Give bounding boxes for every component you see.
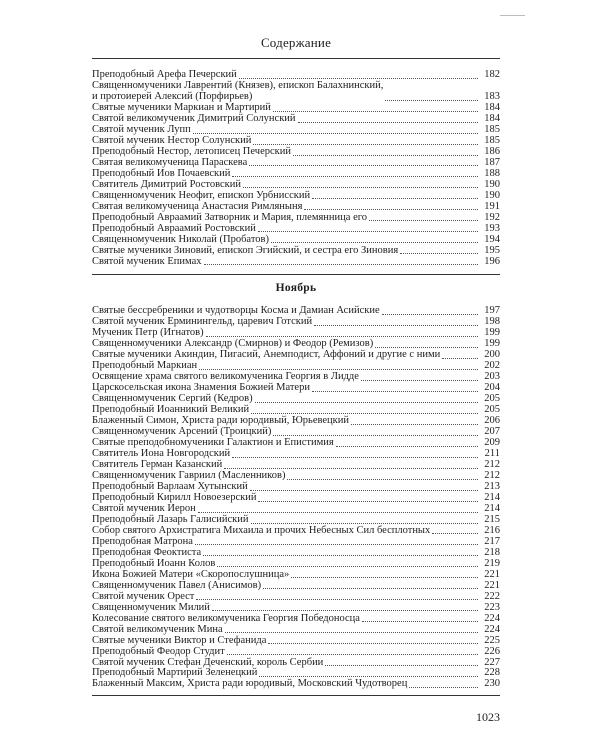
dot-leader bbox=[251, 523, 479, 524]
toc-entry[interactable] bbox=[92, 548, 500, 559]
dot-leader bbox=[336, 446, 478, 447]
dot-leader bbox=[263, 588, 478, 589]
toc-entry-title: Преподобный Иоанн Колов bbox=[92, 557, 216, 569]
page-number: 1023 bbox=[476, 710, 500, 724]
toc-entry-page: 197 bbox=[484, 305, 500, 316]
toc-entry-page: 230 bbox=[484, 678, 500, 690]
dot-leader bbox=[259, 676, 478, 677]
dot-leader bbox=[225, 632, 478, 633]
toc-entry-page: 194 bbox=[484, 233, 500, 245]
toc-entry-title: Святые бессребреники и чудотворцы Косма и Дамиан Асийские bbox=[92, 305, 380, 316]
dot-leader bbox=[253, 144, 478, 145]
dot-leader bbox=[291, 577, 478, 578]
dot-leader bbox=[249, 165, 478, 166]
dot-leader bbox=[375, 347, 478, 348]
toc-entry-page: 199 bbox=[484, 326, 500, 338]
toc-entry[interactable] bbox=[92, 581, 500, 592]
toc-entry-page: 205 bbox=[484, 403, 500, 415]
toc-entry-page: 199 bbox=[484, 337, 500, 349]
toc-entry-title: Священномученик Милий bbox=[92, 601, 210, 613]
toc-entry-title: Святой великомученик Мина bbox=[92, 623, 223, 635]
toc-entry-page: 215 bbox=[484, 513, 500, 525]
toc-entry-title: Освящение храма святого великомученика Георгия в Лидде bbox=[92, 370, 359, 382]
toc-entry[interactable] bbox=[92, 224, 500, 235]
dot-leader bbox=[273, 435, 478, 436]
dot-leader bbox=[287, 479, 478, 480]
dot-leader bbox=[224, 468, 478, 469]
toc-entry-page: 193 bbox=[484, 222, 500, 234]
toc-entry[interactable] bbox=[92, 169, 500, 180]
toc-entry-title: Собор святого Архистратига Михаила и прочих Небесных Сил бесплотных bbox=[92, 524, 431, 536]
toc-entry-page: 205 bbox=[484, 392, 500, 404]
toc-entry[interactable] bbox=[92, 647, 500, 658]
toc-entry-page: 196 bbox=[484, 255, 500, 267]
dot-leader bbox=[232, 457, 478, 458]
toc-entry[interactable] bbox=[92, 515, 500, 526]
dot-leader bbox=[351, 424, 478, 425]
toc-entry[interactable] bbox=[92, 180, 500, 191]
toc-entry-page: 224 bbox=[484, 623, 500, 635]
toc-entry-title: Мученик Петр (Игнатов) bbox=[92, 326, 204, 338]
toc-entry-title: Священномученики Александр (Смирнов) и Феодор (Ремизов) bbox=[92, 337, 374, 349]
toc-entry-title: Преподобный Кирилл Новоезерский bbox=[92, 491, 257, 503]
toc-entry[interactable] bbox=[92, 614, 500, 625]
toc-entry-title: Священномученик Павел (Анисимов) bbox=[92, 579, 262, 591]
toc-entry-title: Блаженный Симон, Христа ради юродивый, Юрьевецкий bbox=[92, 414, 349, 426]
dot-leader bbox=[206, 336, 478, 337]
toc-entry-title: Преподобный Иов Почаевский bbox=[92, 167, 231, 179]
toc-entry-page: 224 bbox=[484, 612, 500, 624]
toc-entry-page: 185 bbox=[484, 134, 500, 146]
dot-leader bbox=[217, 566, 478, 567]
toc-entry-page: 192 bbox=[484, 211, 500, 223]
toc-entry-page: 228 bbox=[484, 667, 500, 679]
dot-leader bbox=[255, 402, 478, 403]
dot-leader bbox=[385, 100, 478, 101]
toc-entry-title: Преподобный Иоанникий Великий bbox=[92, 403, 250, 415]
toc-entry-title: Священномученик Сергий (Кедров) bbox=[92, 392, 253, 404]
toc-entry-title: Святитель Димитрий Ростовский bbox=[92, 178, 241, 190]
toc-entry[interactable] bbox=[92, 504, 500, 515]
toc-entry-title: Священномученики Лаврентий (Князев), епископ Балахнинский, и протоиерей Алексий (Порфирьев) bbox=[92, 79, 384, 102]
toc-entry-title: Святые мученики Акиндин, Пигасий, Анемподист, Аффоний и другие с ними bbox=[92, 348, 441, 360]
toc-entry-title: Преподобная Матрона bbox=[92, 535, 193, 547]
dot-leader bbox=[314, 325, 478, 326]
toc-entry-title: Преподобный Арефа Печерский bbox=[92, 69, 237, 80]
month-heading: Ноябрь bbox=[275, 282, 317, 294]
toc-entry-page: 226 bbox=[484, 645, 500, 657]
toc-entry-title: Преподобный Маркиан bbox=[92, 359, 198, 371]
dot-leader bbox=[304, 209, 478, 210]
footer-rule bbox=[92, 695, 500, 696]
toc-entry-title: Святой мученик Иерон bbox=[92, 502, 196, 514]
dot-leader bbox=[273, 111, 478, 112]
dot-leader bbox=[258, 501, 478, 502]
toc-entry-page: 186 bbox=[484, 145, 500, 157]
toc-entry-title: Святые мученики Виктор и Стефанида bbox=[92, 634, 267, 646]
toc-entry-title: Царскосельская икона Знамения Божией Матери bbox=[92, 381, 310, 393]
header-title: Содержание bbox=[260, 35, 332, 50]
toc-entry-title: Святой мученик Ерминингельд, царевич Готский bbox=[92, 315, 313, 327]
toc-entry-page: 185 bbox=[484, 123, 500, 135]
toc-entry[interactable] bbox=[92, 81, 500, 103]
toc-entry-title: Святой мученик Лупп bbox=[92, 123, 191, 135]
toc-entry[interactable] bbox=[92, 449, 500, 460]
toc-entry-page: 221 bbox=[484, 579, 500, 591]
toc-entry[interactable] bbox=[92, 438, 500, 449]
dot-leader bbox=[369, 220, 478, 221]
toc-entry[interactable] bbox=[92, 636, 500, 647]
toc-entry[interactable] bbox=[92, 202, 500, 213]
toc-entry[interactable] bbox=[92, 213, 500, 224]
scan-mark bbox=[500, 15, 525, 16]
toc-entry-title: Святые преподобномученики Галактион и Епистимия bbox=[92, 436, 334, 448]
toc-entry-page: 214 bbox=[484, 491, 500, 503]
toc-entry-title: Священномученик Николай (Пробатов) bbox=[92, 233, 269, 245]
toc-entry-title: Святитель Иона Новгородский bbox=[92, 447, 231, 459]
dot-leader bbox=[382, 314, 478, 315]
toc-entry[interactable] bbox=[92, 482, 500, 493]
toc-entry-page: 195 bbox=[484, 244, 500, 256]
toc-entry[interactable] bbox=[92, 570, 500, 581]
dot-leader bbox=[227, 654, 478, 655]
toc-entry-page: 190 bbox=[484, 189, 500, 201]
toc-entry[interactable] bbox=[92, 257, 500, 268]
toc-entry-title: Святой мученик Нестор Солунский bbox=[92, 134, 252, 146]
toc-entry[interactable] bbox=[92, 147, 500, 158]
dot-leader bbox=[203, 555, 478, 556]
toc-entry-title: Преподобный Варлаам Хутынский bbox=[92, 480, 248, 492]
toc-entry-title: Колесование святого великомученика Георгия Победоносца bbox=[92, 612, 360, 624]
dot-leader bbox=[212, 610, 478, 611]
toc-entry[interactable] bbox=[92, 603, 500, 614]
dot-leader bbox=[199, 369, 478, 370]
toc-entry-page: 217 bbox=[484, 535, 500, 547]
toc-entry[interactable] bbox=[92, 246, 500, 257]
toc-entry-title: Святой мученик Стефан Деченский, король Сербии bbox=[92, 656, 324, 668]
toc-entry[interactable] bbox=[92, 114, 500, 125]
toc-entry-title: Преподобный Нестор, летописец Печерский bbox=[92, 145, 291, 157]
toc-entry[interactable] bbox=[92, 526, 500, 537]
dot-leader bbox=[325, 665, 478, 666]
toc-entry-title: Святитель Герман Казанский bbox=[92, 458, 223, 470]
toc-entry-page: 209 bbox=[484, 436, 500, 448]
toc-entry-page: 225 bbox=[484, 634, 500, 646]
dot-leader bbox=[250, 490, 478, 491]
toc-entry[interactable] bbox=[92, 471, 500, 482]
toc-entry-title: Преподобный Лазарь Галисийский bbox=[92, 513, 249, 525]
toc-entry-page: 206 bbox=[484, 414, 500, 426]
toc-entry-page: 223 bbox=[484, 601, 500, 613]
header-rule bbox=[92, 58, 500, 59]
toc-entry-title: Святой мученик Орест bbox=[92, 590, 195, 602]
dot-leader bbox=[268, 643, 478, 644]
toc-entry-page: 218 bbox=[484, 546, 500, 558]
toc-entry[interactable] bbox=[92, 559, 500, 570]
toc-entry-page: 212 bbox=[484, 458, 500, 470]
dot-leader bbox=[400, 253, 478, 254]
toc-entry-page: 213 bbox=[484, 480, 500, 492]
toc-entry-page: 216 bbox=[484, 524, 500, 536]
toc-entry-page: 222 bbox=[484, 590, 500, 602]
toc-entry-page: 200 bbox=[484, 348, 500, 360]
dot-leader bbox=[196, 599, 478, 600]
dot-leader bbox=[251, 413, 478, 414]
toc-entry[interactable] bbox=[92, 679, 500, 690]
toc-entry-title: Священномученик Гавриил (Масленников) bbox=[92, 469, 286, 481]
toc-entry-page: 187 bbox=[484, 156, 500, 168]
dot-leader bbox=[409, 687, 478, 688]
dot-leader bbox=[312, 198, 478, 199]
toc-entry-page: 183 bbox=[484, 90, 500, 102]
toc-entry-title: Святая великомученица Параскева bbox=[92, 156, 248, 168]
toc-entry-title: Святые мученики Маркиан и Мартирий bbox=[92, 101, 271, 113]
toc-entry[interactable] bbox=[92, 625, 500, 636]
dot-leader bbox=[298, 122, 478, 123]
toc-entry-title: Священномученик Арсений (Троицкий) bbox=[92, 425, 272, 437]
toc-entry-page: 204 bbox=[484, 381, 500, 393]
dot-leader bbox=[442, 358, 478, 359]
toc-list-october bbox=[92, 70, 500, 267]
toc-entry[interactable] bbox=[92, 460, 500, 471]
toc-entry-title: Преподобная Феоктиста bbox=[92, 546, 202, 558]
toc-entry-title: Святой великомученик Димитрий Солунский bbox=[92, 112, 296, 124]
dot-leader bbox=[204, 264, 478, 265]
toc-entry-title: Преподобный Авраамий Ростовский bbox=[92, 222, 256, 234]
dot-leader bbox=[362, 621, 478, 622]
toc-entry[interactable] bbox=[92, 158, 500, 169]
toc-entry-page: 182 bbox=[484, 69, 500, 80]
toc-entry-page: 221 bbox=[484, 568, 500, 580]
toc-entry-page: 184 bbox=[484, 101, 500, 113]
section-divider bbox=[92, 274, 500, 275]
toc-entry[interactable] bbox=[92, 592, 500, 603]
toc-list-november bbox=[92, 306, 500, 690]
toc-entry[interactable] bbox=[92, 493, 500, 504]
toc-entry-page: 191 bbox=[484, 200, 500, 212]
toc-entry[interactable] bbox=[92, 537, 500, 548]
toc-entry-page: 211 bbox=[484, 447, 500, 459]
dot-leader bbox=[432, 533, 478, 534]
toc-entry-title: Святая великомученица Анастасия Римляныня bbox=[92, 200, 303, 212]
toc-entry[interactable] bbox=[92, 136, 500, 147]
toc-entry-page: 214 bbox=[484, 502, 500, 514]
toc-entry[interactable] bbox=[92, 427, 500, 438]
dot-leader bbox=[193, 133, 478, 134]
toc-entry-page: 198 bbox=[484, 315, 500, 327]
dot-leader bbox=[312, 391, 478, 392]
dot-leader bbox=[198, 512, 478, 513]
toc-entry-page: 184 bbox=[484, 112, 500, 124]
toc-entry-page: 190 bbox=[484, 178, 500, 190]
toc-entry-page: 188 bbox=[484, 167, 500, 179]
toc-entry-title: Преподобный Феодор Студит bbox=[92, 645, 225, 657]
toc-entry-title: Святой мученик Епимах bbox=[92, 255, 202, 267]
toc-entry-page: 207 bbox=[484, 425, 500, 437]
dot-leader bbox=[239, 78, 478, 79]
dot-leader bbox=[232, 176, 478, 177]
toc-entry-title: Священномученик Неофит, епископ Урбнисский bbox=[92, 189, 311, 201]
dot-leader bbox=[258, 231, 478, 232]
toc-entry-title: Икона Божией Матери «Скоропослушница» bbox=[92, 568, 290, 580]
toc-entry-page: 202 bbox=[484, 359, 500, 371]
dot-leader bbox=[195, 544, 478, 545]
toc-entry-page: 219 bbox=[484, 557, 500, 569]
toc-entry-page: 227 bbox=[484, 656, 500, 668]
toc-entry[interactable] bbox=[92, 235, 500, 246]
toc-entry-title: Преподобный Мартирий Зеленецкий bbox=[92, 667, 258, 679]
toc-entry-title: Блаженный Максим, Христа ради юродивый, Московский Чудотворец bbox=[92, 678, 408, 690]
dot-leader bbox=[361, 380, 478, 381]
toc-entry[interactable] bbox=[92, 125, 500, 136]
toc-entry-title: Святые мученики Зиновий, епископ Эгийский, и сестра его Зиновия bbox=[92, 244, 399, 256]
dot-leader bbox=[271, 242, 478, 243]
running-header bbox=[92, 34, 500, 59]
dot-leader bbox=[293, 155, 478, 156]
toc-entry-title: Преподобный Авраамий Затворник и Мария, племянница его bbox=[92, 211, 368, 223]
toc-entry[interactable] bbox=[92, 191, 500, 202]
toc-entry-page: 203 bbox=[484, 370, 500, 382]
dot-leader bbox=[243, 187, 478, 188]
toc-entry-page: 212 bbox=[484, 469, 500, 481]
toc-entry[interactable] bbox=[92, 103, 500, 114]
